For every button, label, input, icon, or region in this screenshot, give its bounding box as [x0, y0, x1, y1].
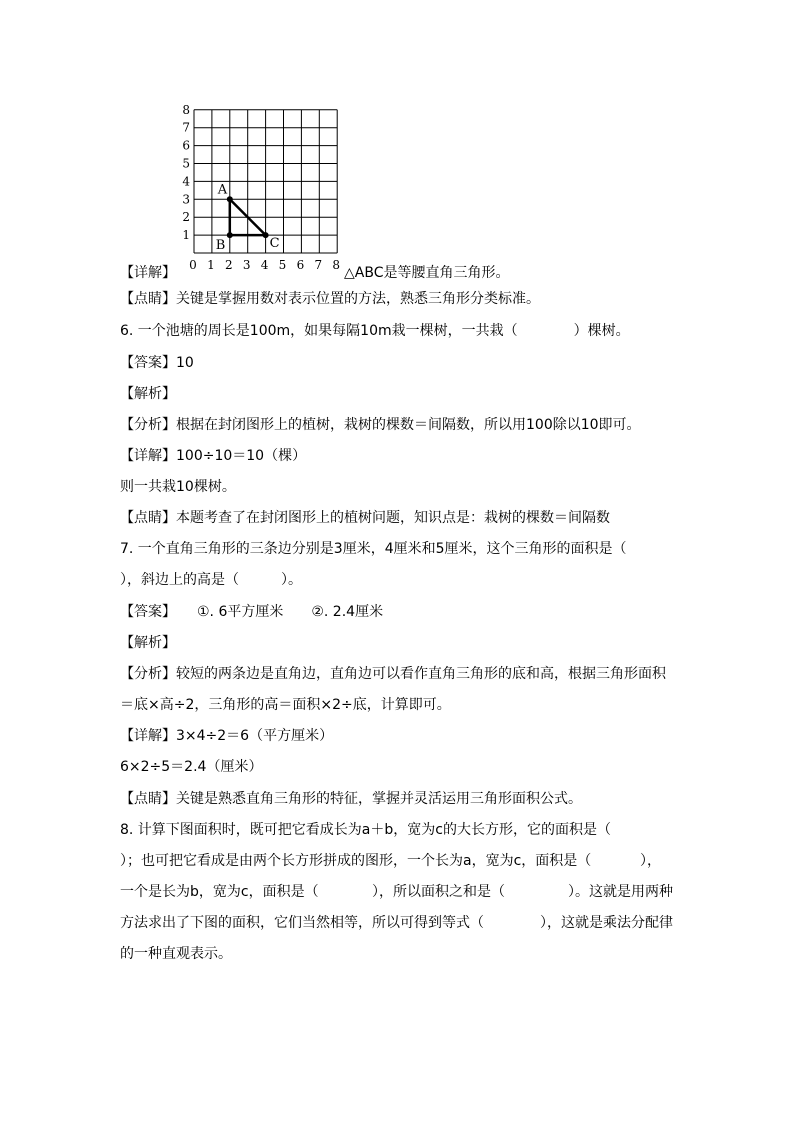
q7-dianjing: 【点睛】关键是熟悉直角三角形的特征，掌握并灵活运用三角形面积公式。	[120, 791, 582, 807]
q8-line3-left: 一个是长为b，宽为c，面积是（	[120, 884, 319, 900]
x-tick-label: 3	[242, 258, 251, 272]
q7-fenxi-line1: 【分析】较短的两条边是直角边，直角边可以看作直角三角形的底和高，根据三角形面积	[120, 666, 666, 682]
x-tick-label: 0	[189, 258, 197, 272]
q7-jiexi: 【解析】	[120, 635, 176, 651]
x-axis-ticks	[189, 258, 340, 272]
vertex-point-c	[263, 232, 269, 238]
q6-answer: 【答案】10	[120, 355, 194, 371]
q6-fenxi: 【分析】根据在封闭图形上的植树，栽树的棵数＝间隔数，所以用100除以10即可。	[120, 417, 641, 433]
q8-line3-mid: ），所以面积之和是（	[372, 884, 505, 900]
q8-line2-right: ），	[640, 853, 661, 869]
y-axis-ticks	[182, 104, 190, 242]
q5-detail-label: 【详解】	[120, 265, 176, 281]
vertex-label-b: B	[215, 238, 226, 254]
q8-line2-left: ）；也可把它看成是由两个长方形拼成的图形，一个长为a，宽为c，面积是（	[120, 853, 592, 869]
q6-question: 6. 一个池塘的周长是100m，如果每隔10m栽一棵树，一共栽（ ）棵树。	[120, 323, 630, 339]
q8-line4-right: ），这就是乘法分配律	[540, 915, 673, 931]
q7-detail: 【详解】3×4÷2＝6（平方厘米）	[120, 728, 334, 744]
y-tick-label: 7	[182, 120, 190, 135]
q7-question-line1: 7. 一个直角三角形的三条边分别是3厘米，4厘米和5厘米，这个三角形的面积是（	[120, 541, 627, 557]
vertex-point-b	[227, 232, 233, 238]
q5-detail-text: △ABC是等腰直角三角形。	[344, 265, 510, 281]
y-tick-label: 1	[182, 228, 190, 243]
y-tick-label: 3	[182, 192, 190, 207]
x-tick-label: 6	[296, 258, 305, 272]
q7-detail-height: 6×2÷5＝2.4（厘米）	[120, 759, 263, 775]
q6-dianjing: 【点睛】本题考查了在封闭图形上的植树问题，知识点是：栽树的棵数＝间隔数	[120, 510, 610, 526]
grid-lines	[194, 110, 337, 253]
x-tick-label: 7	[314, 258, 323, 272]
coordinate-grid-figure	[170, 104, 350, 276]
y-tick-label: 4	[182, 174, 190, 189]
q7-answer: 【答案】 ①. 6平方厘米 ②. 2.4厘米	[120, 604, 384, 620]
x-tick-label: 8	[332, 258, 341, 272]
y-tick-label: 6	[182, 138, 190, 153]
y-tick-label: 2	[182, 210, 190, 225]
q8-line3-right: ）。这就是用两种	[568, 884, 673, 900]
q7-question-line2: ），斜边上的高是（ ）。	[120, 572, 302, 588]
q6-detail-result: 则一共栽10棵树。	[120, 479, 236, 495]
x-tick-label: 4	[260, 258, 269, 272]
vertex-label-a: A	[217, 182, 228, 198]
x-tick-label: 1	[207, 258, 215, 272]
q8-line5: 的一种直观表示。	[120, 946, 232, 962]
x-tick-label: 2	[224, 258, 233, 272]
q8-line1: 8. 计算下图面积时，既可把它看成长为a＋b，宽为c的大长方形，它的面积是（	[120, 822, 611, 838]
q8-line4-left: 方法求出了下图的面积，它们当然相等，所以可得到等式（	[120, 915, 484, 931]
q6-detail: 【详解】100÷10＝10（棵）	[120, 448, 307, 464]
q6-jiexi: 【解析】	[120, 386, 176, 402]
x-tick-label: 5	[278, 258, 287, 272]
q7-fenxi-line2: ＝底×高÷2，三角形的高＝面积×2÷底，计算即可。	[120, 697, 451, 713]
y-tick-label: 8	[182, 104, 190, 117]
vertex-point-a	[227, 196, 233, 202]
y-tick-label: 5	[182, 156, 190, 171]
vertex-label-c: C	[269, 236, 280, 252]
q5-dianjing: 【点睛】关键是掌握用数对表示位置的方法，熟悉三角形分类标准。	[120, 291, 540, 307]
